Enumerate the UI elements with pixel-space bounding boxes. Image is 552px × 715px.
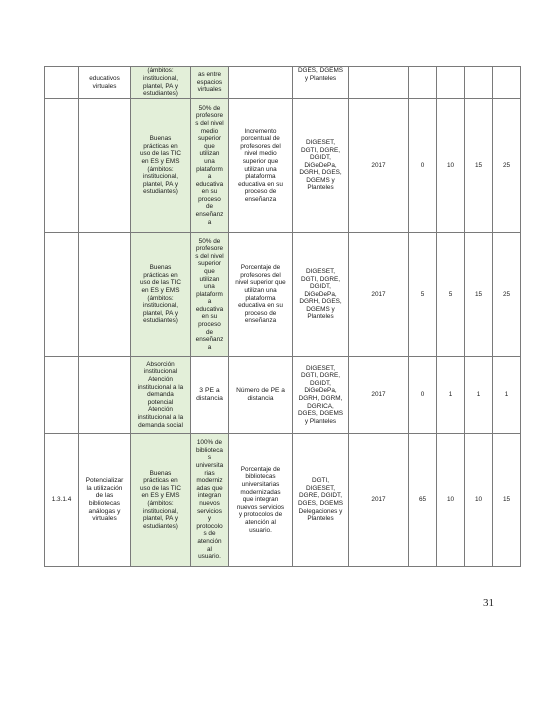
table-row: [45, 434, 521, 567]
table-cell: DGTI, DIGESET, DGRE, DGIDT, DGES, DGEMS Delegaciones y Planteles: [293, 434, 349, 567]
table-cell: [349, 67, 409, 99]
table-row: [45, 67, 521, 99]
table-cell: educativos virtuales: [79, 67, 131, 99]
table-cell: 1.3.1.4: [45, 434, 79, 567]
table-cell: 2017: [349, 434, 409, 567]
table-cell: Potencializar la utilización de las bibliotecas análogas y virtuales: [79, 434, 131, 567]
table-cell: 100% de biblioteca s universita rias moderniz adas que integran nuevos servicios y protocolo s de atención al usuario.: [191, 434, 229, 567]
table-cell: Buenas prácticas en uso de las TIC en ES y EMS (ámbitos: institucional, plantel, PA y estudiantes): [131, 99, 191, 233]
table-cell: (ámbitos: institucional, plantel, PA y estudiantes): [131, 67, 191, 99]
table-cell: 0: [409, 99, 437, 233]
table-row: [45, 233, 521, 357]
table-cell: 2017: [349, 99, 409, 233]
table-cell: 15: [493, 434, 521, 567]
table-cell: 2017: [349, 233, 409, 357]
table-cell: [437, 67, 465, 99]
page-number: 31: [483, 597, 494, 609]
table-cell: 15: [465, 233, 493, 357]
table-cell: 25: [493, 99, 521, 233]
table-cell: 10: [437, 434, 465, 567]
table-cell: Buenas prácticas en uso de las TIC en ES y EMS (ámbitos: institucional, plantel, PA y estudiantes): [131, 434, 191, 567]
table-cell: Incremento porcentual de profesores del nivel medio superior que utilizan una plataforma educativa en su proceso de enseñanza: [229, 99, 293, 233]
table-cell: [79, 233, 131, 357]
table-cell: 0: [409, 357, 437, 434]
table-cell: [409, 67, 437, 99]
table-cell: [45, 357, 79, 434]
table-row: [45, 99, 521, 233]
table-cell: Porcentaje de profesores del nivel superior que utilizan una plataforma educativa en su proceso de enseñanza: [229, 233, 293, 357]
table-cell: [229, 67, 293, 99]
table-cell: Absorción institucional Atención institucional a la demanda potencial Atención institucional a la demanda social: [131, 357, 191, 434]
table-cell: Buenas prácticas en uso de las TIC en ES y EMS (ámbitos: institucional, plantel, PA y estudiantes): [131, 233, 191, 357]
table-cell: [493, 67, 521, 99]
table-cell: 15: [465, 99, 493, 233]
indicators-table: [44, 66, 521, 567]
table-row: [45, 357, 521, 434]
table-cell: 50% de profesore s del nivel medio superior que utilizan una plataform a educativa en su proceso de enseñanz a: [191, 99, 229, 233]
table-cell: [79, 99, 131, 233]
table-cell: [45, 233, 79, 357]
table-cell: 5: [437, 233, 465, 357]
table-cell: 1: [465, 357, 493, 434]
table-cell: DGES, DGEMS y Planteles: [293, 67, 349, 99]
table-cell: 50% de profesore s del nivel superior que utilizan una plataform a educativa en su proceso de enseñanz a: [191, 233, 229, 357]
table-cell: [45, 99, 79, 233]
table-cell: as entre espacios virtuales: [191, 67, 229, 99]
table-cell: 2017: [349, 357, 409, 434]
table-cell: 1: [493, 357, 521, 434]
table-cell: Porcentaje de bibliotecas universitarias modernizadas que integran nuevos servicios y protocolos de atención al usuario.: [229, 434, 293, 567]
table-cell: 3 PE a distancia: [191, 357, 229, 434]
table-cell: [45, 67, 79, 99]
table-cell: Número de PE a distancia: [229, 357, 293, 434]
table-cell: [465, 67, 493, 99]
table-cell: 25: [493, 233, 521, 357]
table-cell: 65: [409, 434, 437, 567]
table-cell: 10: [437, 99, 465, 233]
table-cell: [79, 357, 131, 434]
table-cell: DIGESET, DGTI, DGRE, DGIDT, DiGeDePa, DGRH, DGES, DGEMS y Planteles: [293, 233, 349, 357]
table-cell: 10: [465, 434, 493, 567]
table-cell: 1: [437, 357, 465, 434]
table-cell: DIGESET, DGTI, DGRE, DGIDT, DiGeDePa, DGRH, DGRM, DGRICA, DGES, DGEMS y Planteles: [293, 357, 349, 434]
table-cell: DIGESET, DGTI, DGRE, DGIDT, DiGeDePa, DGRH, DGES, DGEMS y Planteles: [293, 99, 349, 233]
table-cell: 5: [409, 233, 437, 357]
